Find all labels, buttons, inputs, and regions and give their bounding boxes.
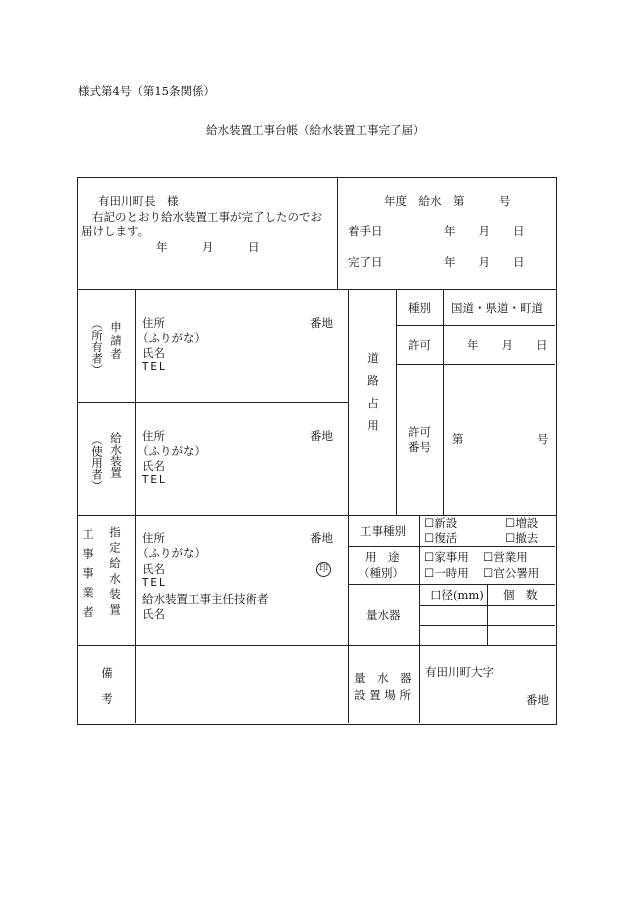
- seal-mark: 印: [316, 562, 331, 577]
- location-label2: 設 置 場 所: [354, 688, 411, 702]
- work-type-new[interactable]: ☐新設: [424, 516, 458, 530]
- work-type-extension[interactable]: ☐増設: [505, 516, 539, 530]
- statement-line1: 右記のとおり給水装置工事が完了したのでお: [92, 210, 322, 224]
- applicant-tel-label: TEL: [142, 361, 167, 373]
- contractor-tel-label: TEL: [142, 577, 167, 589]
- installer-name-label: 氏名: [142, 459, 165, 473]
- road-occupation-label: 道路占用: [366, 352, 380, 442]
- start-date-value[interactable]: 年 月 日: [444, 224, 525, 238]
- contractor-label-right: 指定給水装置: [108, 526, 122, 619]
- end-date-label: 完了日: [348, 255, 383, 269]
- installer-furigana: （ふりがな）: [137, 444, 206, 458]
- remarks-label: 備考: [100, 667, 114, 718]
- end-date-value[interactable]: 年 月 日: [444, 255, 525, 269]
- statement-line2: 届けします。: [81, 224, 150, 238]
- location-value2: 番地: [526, 693, 549, 707]
- usage-label: 用 途: [365, 550, 400, 564]
- receipt-number: 年度 給水 第 号: [384, 194, 511, 208]
- usage-government[interactable]: ☐官公署用: [483, 566, 540, 580]
- contractor-name-label: 氏名: [142, 562, 165, 576]
- installer-tel-label: TEL: [142, 474, 167, 486]
- contractor-label-left: 工事事業者: [81, 528, 95, 626]
- location-value1: 有田川町大字: [425, 665, 494, 679]
- usage-business[interactable]: ☐営業用: [483, 550, 528, 564]
- applicant-address-label: 住所: [142, 316, 165, 330]
- chief-engineer-name-label: 氏名: [142, 607, 165, 621]
- applicant-label: 申請者: [109, 321, 123, 362]
- installer-banchi: 番地: [310, 429, 333, 443]
- installer-address-label: 住所: [142, 429, 165, 443]
- work-type-removal[interactable]: ☐撤去: [505, 531, 539, 545]
- meter-label: 量水器: [366, 608, 401, 622]
- permit-number-suffix: 号: [537, 432, 549, 446]
- applicant-furigana: （ふりがな）: [137, 331, 206, 345]
- applicant-sub-label: （所有者）: [90, 318, 104, 376]
- contractor-address-label: 住所: [142, 531, 165, 545]
- usage-sub-label: （種別）: [358, 566, 404, 580]
- work-type-restore[interactable]: ☐復活: [424, 531, 458, 545]
- contractor-furigana: （ふりがな）: [137, 546, 206, 560]
- page-title: 給水装置工事台帳（給水装置工事完了届）: [206, 123, 425, 137]
- contractor-banchi: 番地: [310, 531, 333, 545]
- usage-household[interactable]: ☐家事用: [424, 550, 469, 564]
- installer-sub-label: （使用者）: [90, 434, 104, 492]
- chief-engineer-label: 給水装置工事主任技術者: [142, 592, 269, 606]
- meter-count-header: 個 数: [503, 588, 538, 602]
- permit-date-value[interactable]: 年 月 日: [467, 338, 548, 352]
- work-type-label: 工事種別: [360, 524, 406, 538]
- permit-number-prefix: 第: [452, 432, 464, 446]
- applicant-name-label: 氏名: [142, 346, 165, 360]
- location-label1: 量 水 器: [354, 671, 412, 685]
- installer-label: 給水装置: [109, 432, 123, 478]
- road-type-value: 国道・県道・町道: [451, 301, 543, 315]
- permit-number-label1: 許可: [408, 425, 431, 439]
- addressee: 有田川町長 様: [98, 194, 179, 208]
- start-date-label: 着手日: [348, 224, 383, 238]
- road-type-label: 種別: [408, 301, 431, 315]
- applicant-banchi: 番地: [310, 316, 333, 330]
- form-number: 様式第4号（第15条関係）: [78, 84, 215, 98]
- meter-diameter-header: 口径(mm): [430, 588, 484, 602]
- permit-number-label2: 番号: [408, 440, 431, 454]
- usage-temporary[interactable]: ☐一時用: [424, 566, 469, 580]
- submission-date: 年 月 日: [156, 240, 260, 254]
- permit-label: 許可: [408, 338, 431, 352]
